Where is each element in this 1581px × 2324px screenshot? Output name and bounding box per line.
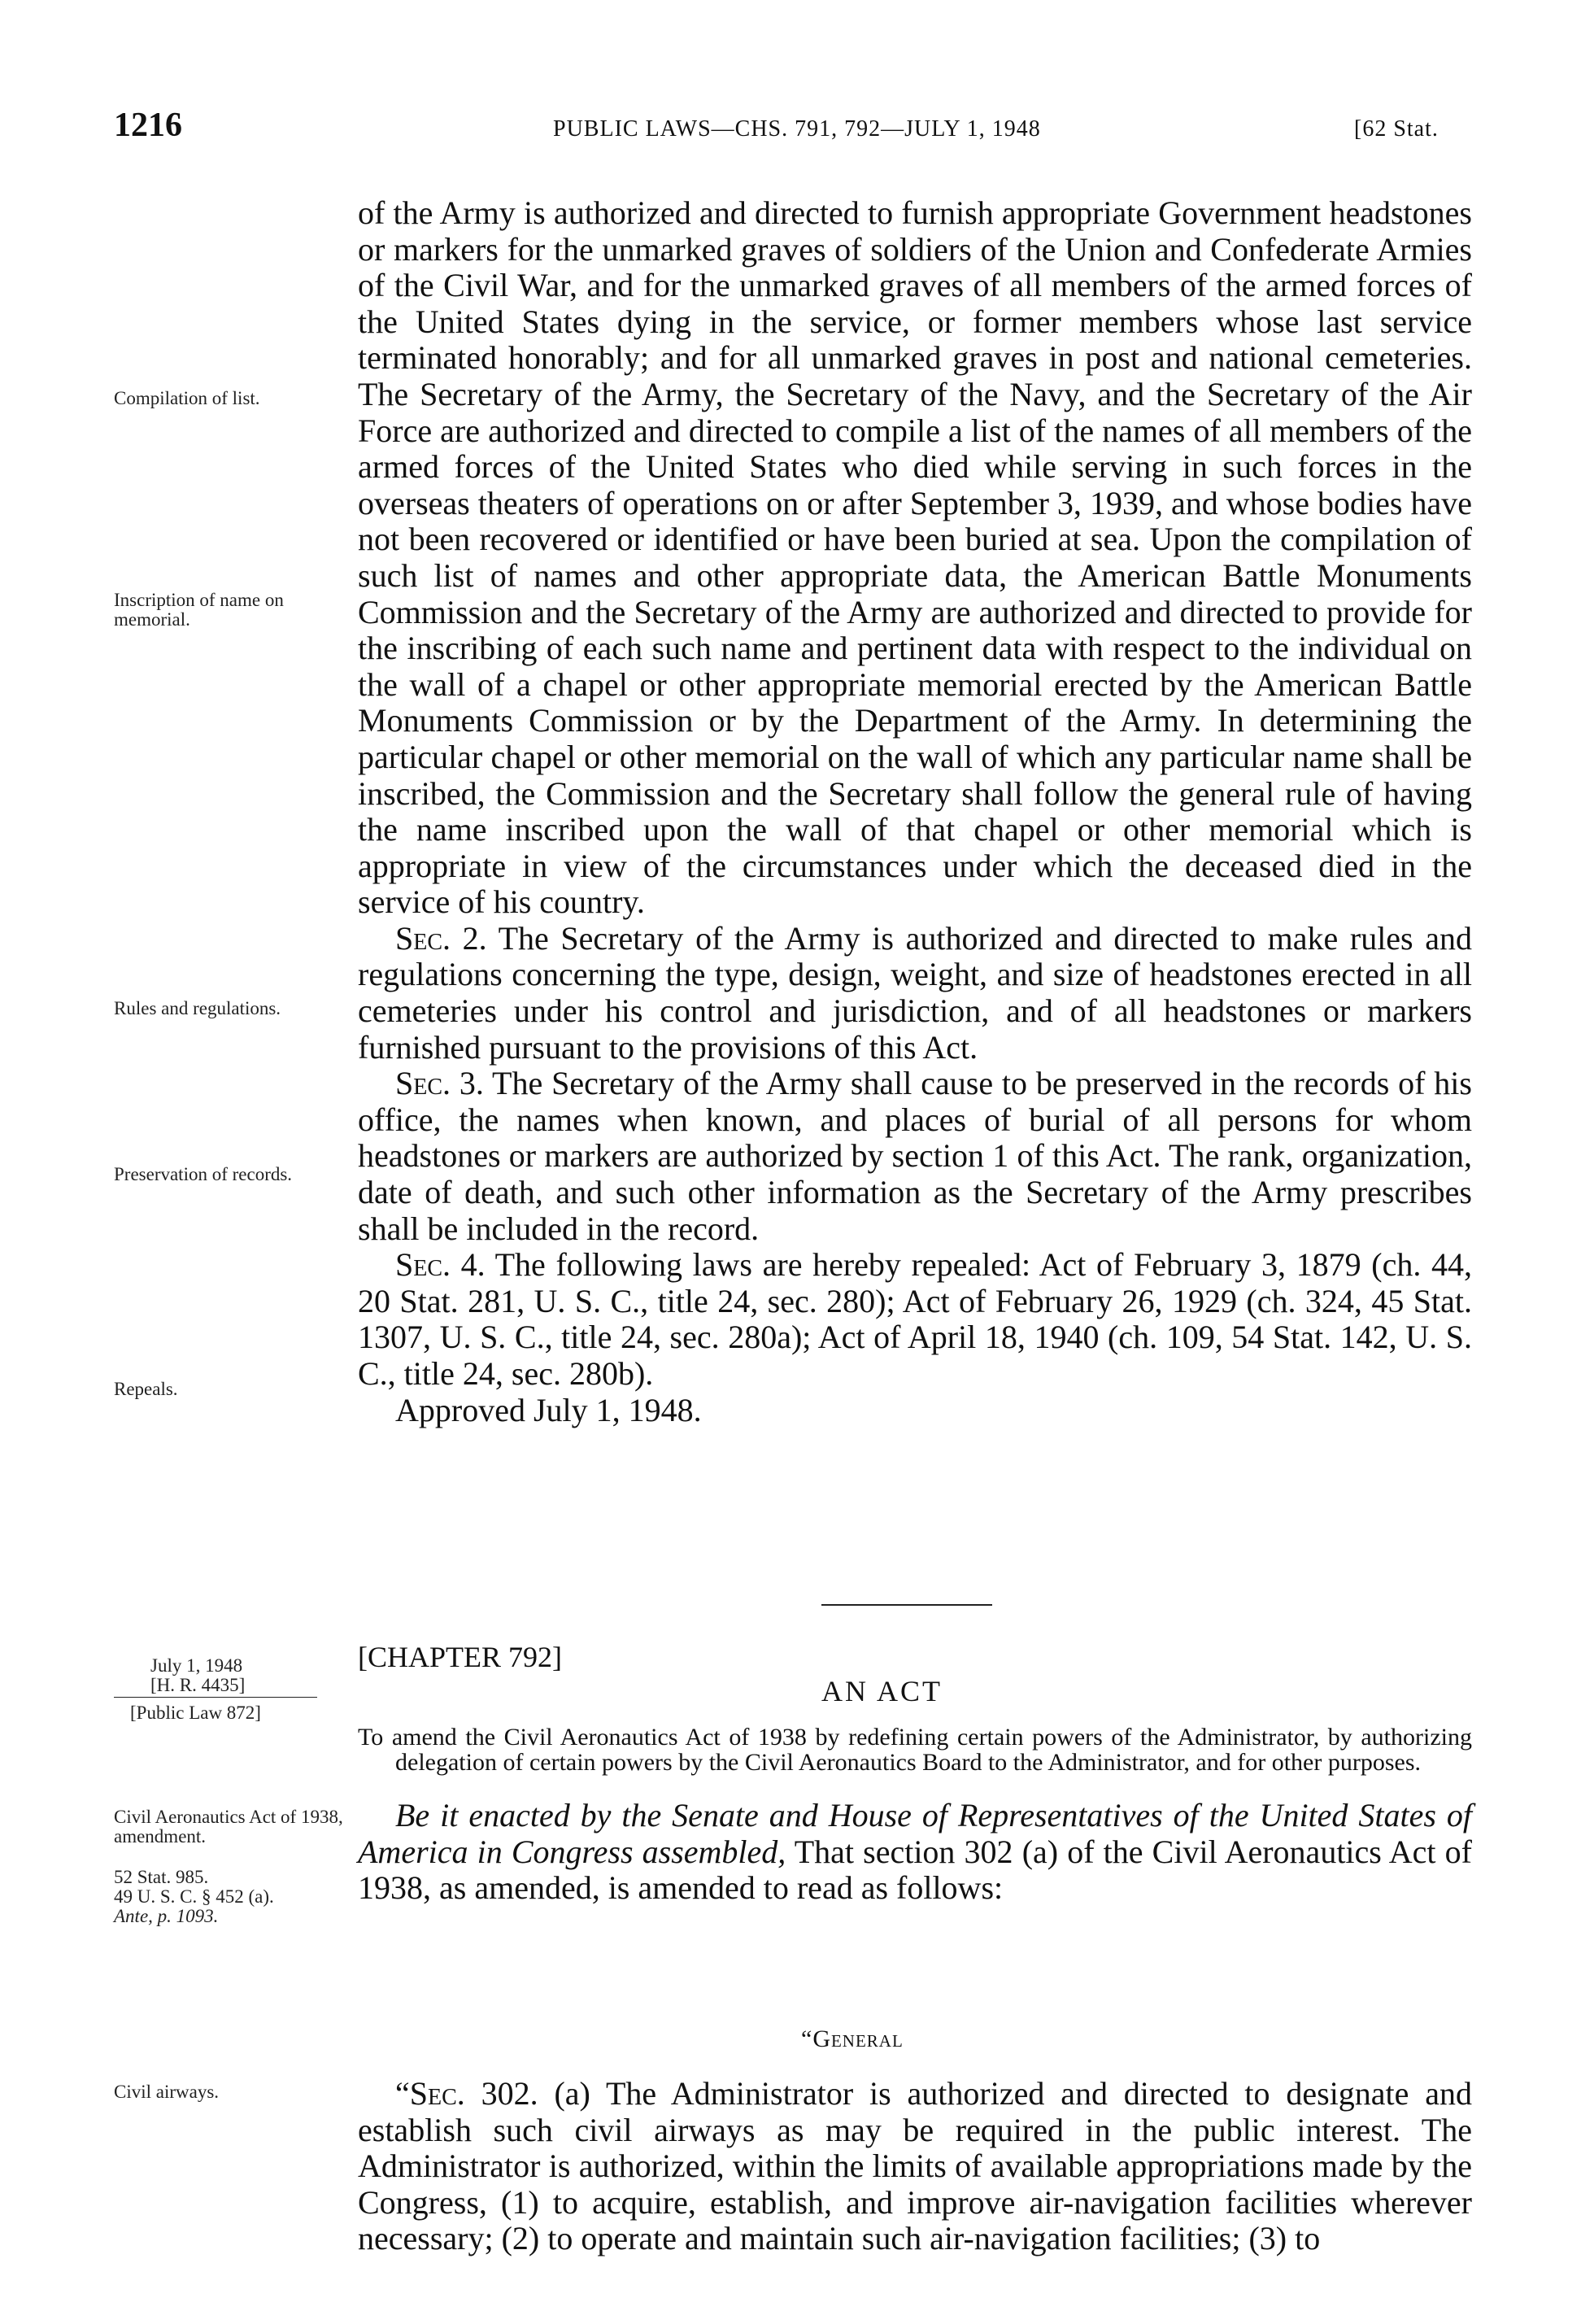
section-302-text bbox=[358, 2076, 1472, 2257]
margin-note-public-law: [Public Law 872] bbox=[130, 1703, 261, 1723]
margin-note-rules: Rules and regulations. bbox=[114, 998, 281, 1018]
margin-note-civil-aero: Civil Aeronautics Act of 1938, amendment. bbox=[114, 1807, 343, 1847]
section-302-body: (a) The Administrator is authorized and directed to designate and establish such civil airways as may be required in the public interest. The Administrator is authorized, within the limits of available appropriations made by the Congress, (1) to acquire, establish, and improve air-navigation facilities wherever necessary; (2) to operate and maintain such air-navigation facilities; (3) to bbox=[358, 2075, 1473, 2257]
main-text-column bbox=[358, 195, 1472, 1428]
margin-note-rule bbox=[114, 1697, 317, 1698]
section-302 bbox=[358, 2076, 1472, 2257]
margin-note-inscription: Inscription of name on memorial. bbox=[114, 590, 284, 630]
section-3-label: Sec. 3. bbox=[395, 1065, 484, 1102]
statute-volume: [62 Stat. bbox=[1354, 116, 1439, 142]
section-3 bbox=[358, 1066, 1472, 1247]
margin-note-compilation: Compilation of list. bbox=[114, 388, 260, 408]
enacting-italic: Be it enacted by the Senate and House of Representatives of the United States of America in Congress assembled, bbox=[358, 1797, 1472, 1870]
act-title: AN ACT bbox=[821, 1675, 943, 1707]
section-302-label: “Sec. 302. bbox=[395, 2075, 538, 2112]
chapter-separator-rule bbox=[821, 1604, 992, 1606]
margin-note-repeals: Repeals. bbox=[114, 1379, 178, 1399]
section-2 bbox=[358, 921, 1472, 1066]
margin-note-ante-ref: Ante, p. 1093. bbox=[114, 1906, 219, 1926]
enacting-paragraph bbox=[358, 1798, 1472, 1907]
approval-line: Approved July 1, 1948. bbox=[395, 1391, 702, 1428]
margin-note-bill: [H. R. 4435] bbox=[150, 1675, 246, 1695]
section-3-text: The Secretary of the Army shall cause to be preserved in the records of his office, the names when known, and places of burial of all persons for whom headstones or markers are authorized by section 1 of this Act. The rank, organization, date of death, and such other information as the Secretary of the Army prescribes shall be included in the record. bbox=[358, 1065, 1472, 1247]
section-4-label: Sec. 4. bbox=[395, 1246, 486, 1284]
section-2-label: Sec. 2. bbox=[395, 919, 487, 957]
section-1-continuation: of the Army is authorized and directed to furnish appropriate Government headstones or markers for the unmarked graves of soldiers of the Union and Confederate Armies of the Civil War, and for the unmarked graves of all members of the armed forces of the United States dying in the service, or former members whose last service terminated honorably; and for all unmarked graves in post and national cemeteries. The Secretary of the Army, the Secretary of the Navy, and the Secretary of the Air Force are authorized and directed to compile a list of the names of all members of the armed forces of the United States who died while serving in such forces in the overseas theaters of operations on or after September 3, 1939, and whose bodies have not been recovered or identified or have been buried at sea. Upon the compilation of such list of names and other appropriate data, the American Battle Monuments Commission and the Secretary of the Army are authorized and directed to provide for the inscribing of each such name and pertinent data with respect to the individual on the wall of a chapel or other appropriate memorial erected by the American Battle Monuments Commission or by the Department of the Army. In determining the particular chapel or other memorial on the wall of which any particular name shall be inscribed, the Commission and the Secretary shall follow the general rule of having the name inscribed upon the wall of that chapel or other memorial which is appropriate in view of the circumstances under which the deceased died in the service of his country. bbox=[358, 194, 1472, 921]
margin-note-preservation: Preservation of records. bbox=[114, 1164, 293, 1184]
section-4-text: The following laws are hereby repealed: Act of February 3, 1879 (ch. 44, 20 Stat. 281, U. S. C., title 24, sec. 280); Act of February 26, 1929 (ch. 324, 45 Stat. 1307, U. S. C., title 24, sec. 280a); Act of April 18, 1940 (ch. 109, 54 Stat. 142, U. S. C., title 24, sec. 280b). bbox=[358, 1246, 1473, 1392]
section-4 bbox=[358, 1247, 1472, 1392]
section-2-text: The Secretary of the Army is authorized and directed to make rules and regulations concerning the type, design, weight, and size of headstones erected in all cemeteries under his control and jurisdiction, and of all headstones or markers furnished pursuant to the provisions of this Act. bbox=[358, 919, 1473, 1066]
enacting-rest: That section 302 (a) of the Civil Aeronautics Act of 1938, as amended, is amended to read as follows: bbox=[358, 1833, 1472, 1907]
page-number: 1216 bbox=[114, 107, 182, 144]
enacting-clause bbox=[358, 1798, 1472, 1907]
margin-note-usc-ref: 49 U. S. C. § 452 (a). bbox=[114, 1886, 274, 1907]
act-summary-text: To amend the Civil Aeronautics Act of 1938 by redefining certain powers of the Administrator, by authorizing delegation of certain powers by the Civil Aeronautics Board to the Administrator, and for other purposes. bbox=[358, 1724, 1472, 1776]
chapter-label: [CHAPTER 792] bbox=[358, 1641, 562, 1673]
margin-note-civil-airways: Civil airways. bbox=[114, 2082, 220, 2102]
act-summary bbox=[358, 1724, 1472, 1775]
margin-note-date: July 1, 1948 bbox=[150, 1655, 243, 1676]
margin-note-stat-ref: 52 Stat. 985. bbox=[114, 1867, 209, 1887]
general-heading: “General bbox=[801, 2025, 904, 2052]
running-title: PUBLIC LAWS—CHS. 791, 792—JULY 1, 1948 bbox=[553, 116, 1041, 142]
